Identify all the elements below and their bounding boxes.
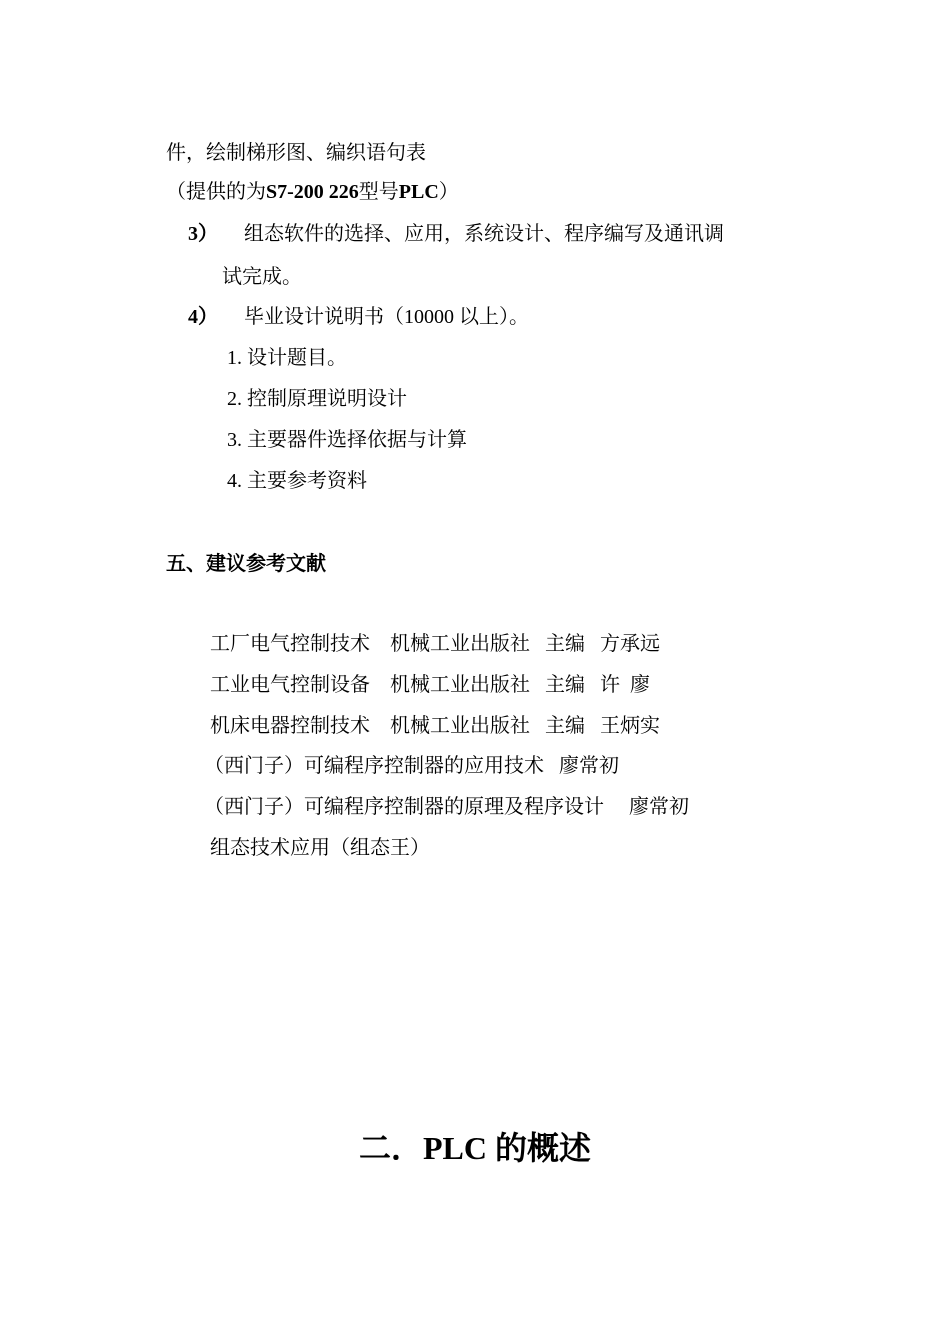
list-item-3-continuation: 试完成。 [222,266,302,288]
line2-plc: PLC [398,181,439,203]
line2-middle: 型号 [358,181,399,203]
reference-item: 组态技术应用（组态王） [210,837,430,859]
line2-prefix: （提供的为 [166,181,266,203]
reference-item: 机床电器控制技术 机械工业出版社 主编 王炳实 [210,715,660,737]
body-line-2 [166,178,459,206]
reference-item: 工业电气控制设备 机械工业出版社 主编 许 廖 [210,674,650,696]
body-line-1: 件，绘制梯形图、编织语句表 [166,142,426,164]
list-item-3-text: 组态软件的选择、应用，系统设计、程序编写及通讯调 [244,223,724,245]
list-item-4 [188,303,529,331]
list-item-3-number: 3） [188,223,218,245]
list-item-3 [188,220,724,248]
sub-item-2: 2. 控制原理说明设计 [227,388,407,410]
line2-model: S7-200 226 [266,181,359,203]
reference-item: 工厂电气控制技术 机械工业出版社 主编 方承远 [210,633,660,655]
line2-suffix: ） [438,181,459,203]
sub-item-4: 4. 主要参考资料 [227,470,367,492]
chapter-title: 二．PLC 的概述 [358,1130,591,1166]
list-item-4-number: 4） [188,306,218,328]
list-item-4-text: 毕业设计说明书（10000 以上）。 [244,306,529,328]
sub-item-1: 1. 设计题目。 [227,347,347,369]
reference-item: （西门子）可编程序控制器的应用技术 廖常初 [204,755,619,777]
reference-item: （西门子）可编程序控制器的原理及程序设计 廖常初 [204,796,689,818]
sub-item-3: 3. 主要器件选择依据与计算 [227,429,467,451]
section-heading: 五、建议参考文献 [166,553,326,575]
